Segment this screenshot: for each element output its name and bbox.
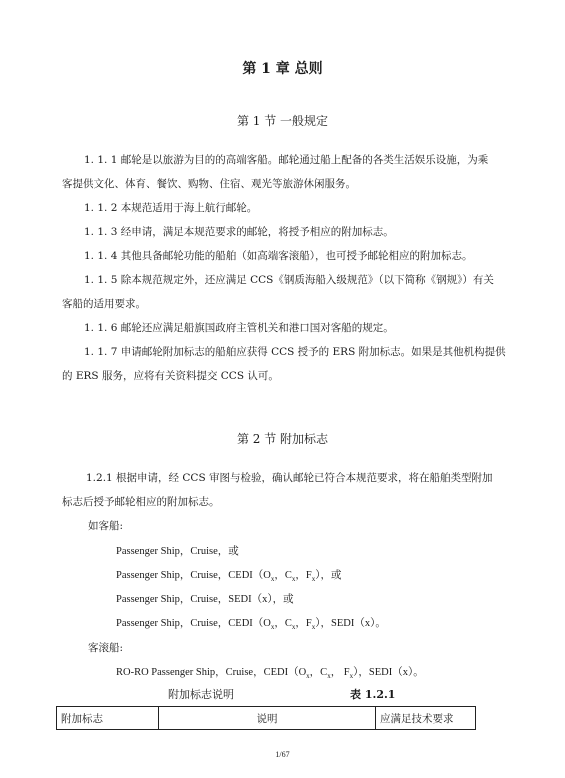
paragraph-1-1-5-cont: 客船的适用要求。 (62, 298, 146, 310)
table-header-cell: 应满足技术要求 (376, 707, 476, 730)
table-number: 表 1.2.1 (350, 688, 396, 701)
notation-example-3: Passenger Ship，Cruise，SEDI（x），或 (116, 594, 294, 605)
table-caption: 附加标志说明 (168, 688, 234, 701)
notation-example-1: Passenger Ship，Cruise，或 (116, 546, 239, 557)
paragraph-1-1-2: 1. 1. 2 本规范适用于海上航行邮轮。 (84, 202, 258, 214)
section-2-title: 第 2 节 附加标志 (236, 432, 329, 446)
paragraph-1-1-3: 1. 1. 3 经申请，满足本规范要求的邮轮，将授予相应的附加标志。 (84, 226, 394, 238)
chapter-title: 第 1 章 总则 (242, 61, 323, 77)
paragraph-1-1-6: 1. 1. 6 邮轮还应满足船旗国政府主管机关和港口国对客船的规定。 (84, 322, 394, 334)
passenger-ship-label: 如客船: (88, 520, 124, 532)
paragraph-1-1-1: 1. 1. 1 邮轮是以旅游为目的的高端客船。邮轮通过船上配备的各类生活娱乐设施，为乘 (84, 154, 489, 166)
paragraph-1-1-4: 1. 1. 4 其他具备邮轮功能的船舶（如高端客滚船），也可授予邮轮相应的附加标志。 (84, 250, 473, 262)
paragraph-1-2-1: 1.2.1 根据申请，经 CCS 审图与检验，确认邮轮已符合本规范要求，将在船舶类型附加 (86, 472, 493, 484)
table-header-row (57, 707, 476, 730)
notation-example-2: Passenger Ship，Cruise，$CEDI(O_x$，$C_x$，$F_x$），或 (116, 570, 342, 584)
notation-example-4: Passenger Ship，Cruise，$CEDI(O_x$，$C_x$，$F_x$），SEDI（x）。 (116, 618, 386, 632)
table-header-cell: 附加标志 (57, 707, 159, 730)
page-number: 1/67 (275, 750, 290, 759)
table-header-cell: 说明 (158, 707, 375, 730)
paragraph-1-1-7-cont: 的 ERS 服务，应将有关资料提交 CCS 认可。 (62, 370, 279, 382)
paragraph-1-1-1-cont: 客提供文化、体育、餐饮、购物、住宿、观光等旅游休闲服务。 (62, 178, 356, 190)
paragraph-1-1-7: 1. 1. 7 申请邮轮附加标志的船舶应获得 CCS 授予的 ERS 附加标志。如果是其他机构提供 (84, 346, 506, 358)
paragraph-1-1-5: 1. 1. 5 除本规范规定外，还应满足 CCS《钢质海船入级规范》（以下简称《钢规》）有关 (84, 274, 494, 286)
roro-ship-label: 客滚船: (88, 642, 124, 654)
section-1-title: 第 1 节 一般规定 (236, 114, 329, 128)
roro-notation-example: RO-RO Passenger Ship，Cruise，$CEDI(O_x$，$C_x$， $F_x$），SEDI（x）。 (116, 667, 424, 681)
paragraph-1-2-1-cont: 标志后授予邮轮相应的附加标志。 (62, 496, 220, 508)
notation-table (56, 706, 476, 730)
